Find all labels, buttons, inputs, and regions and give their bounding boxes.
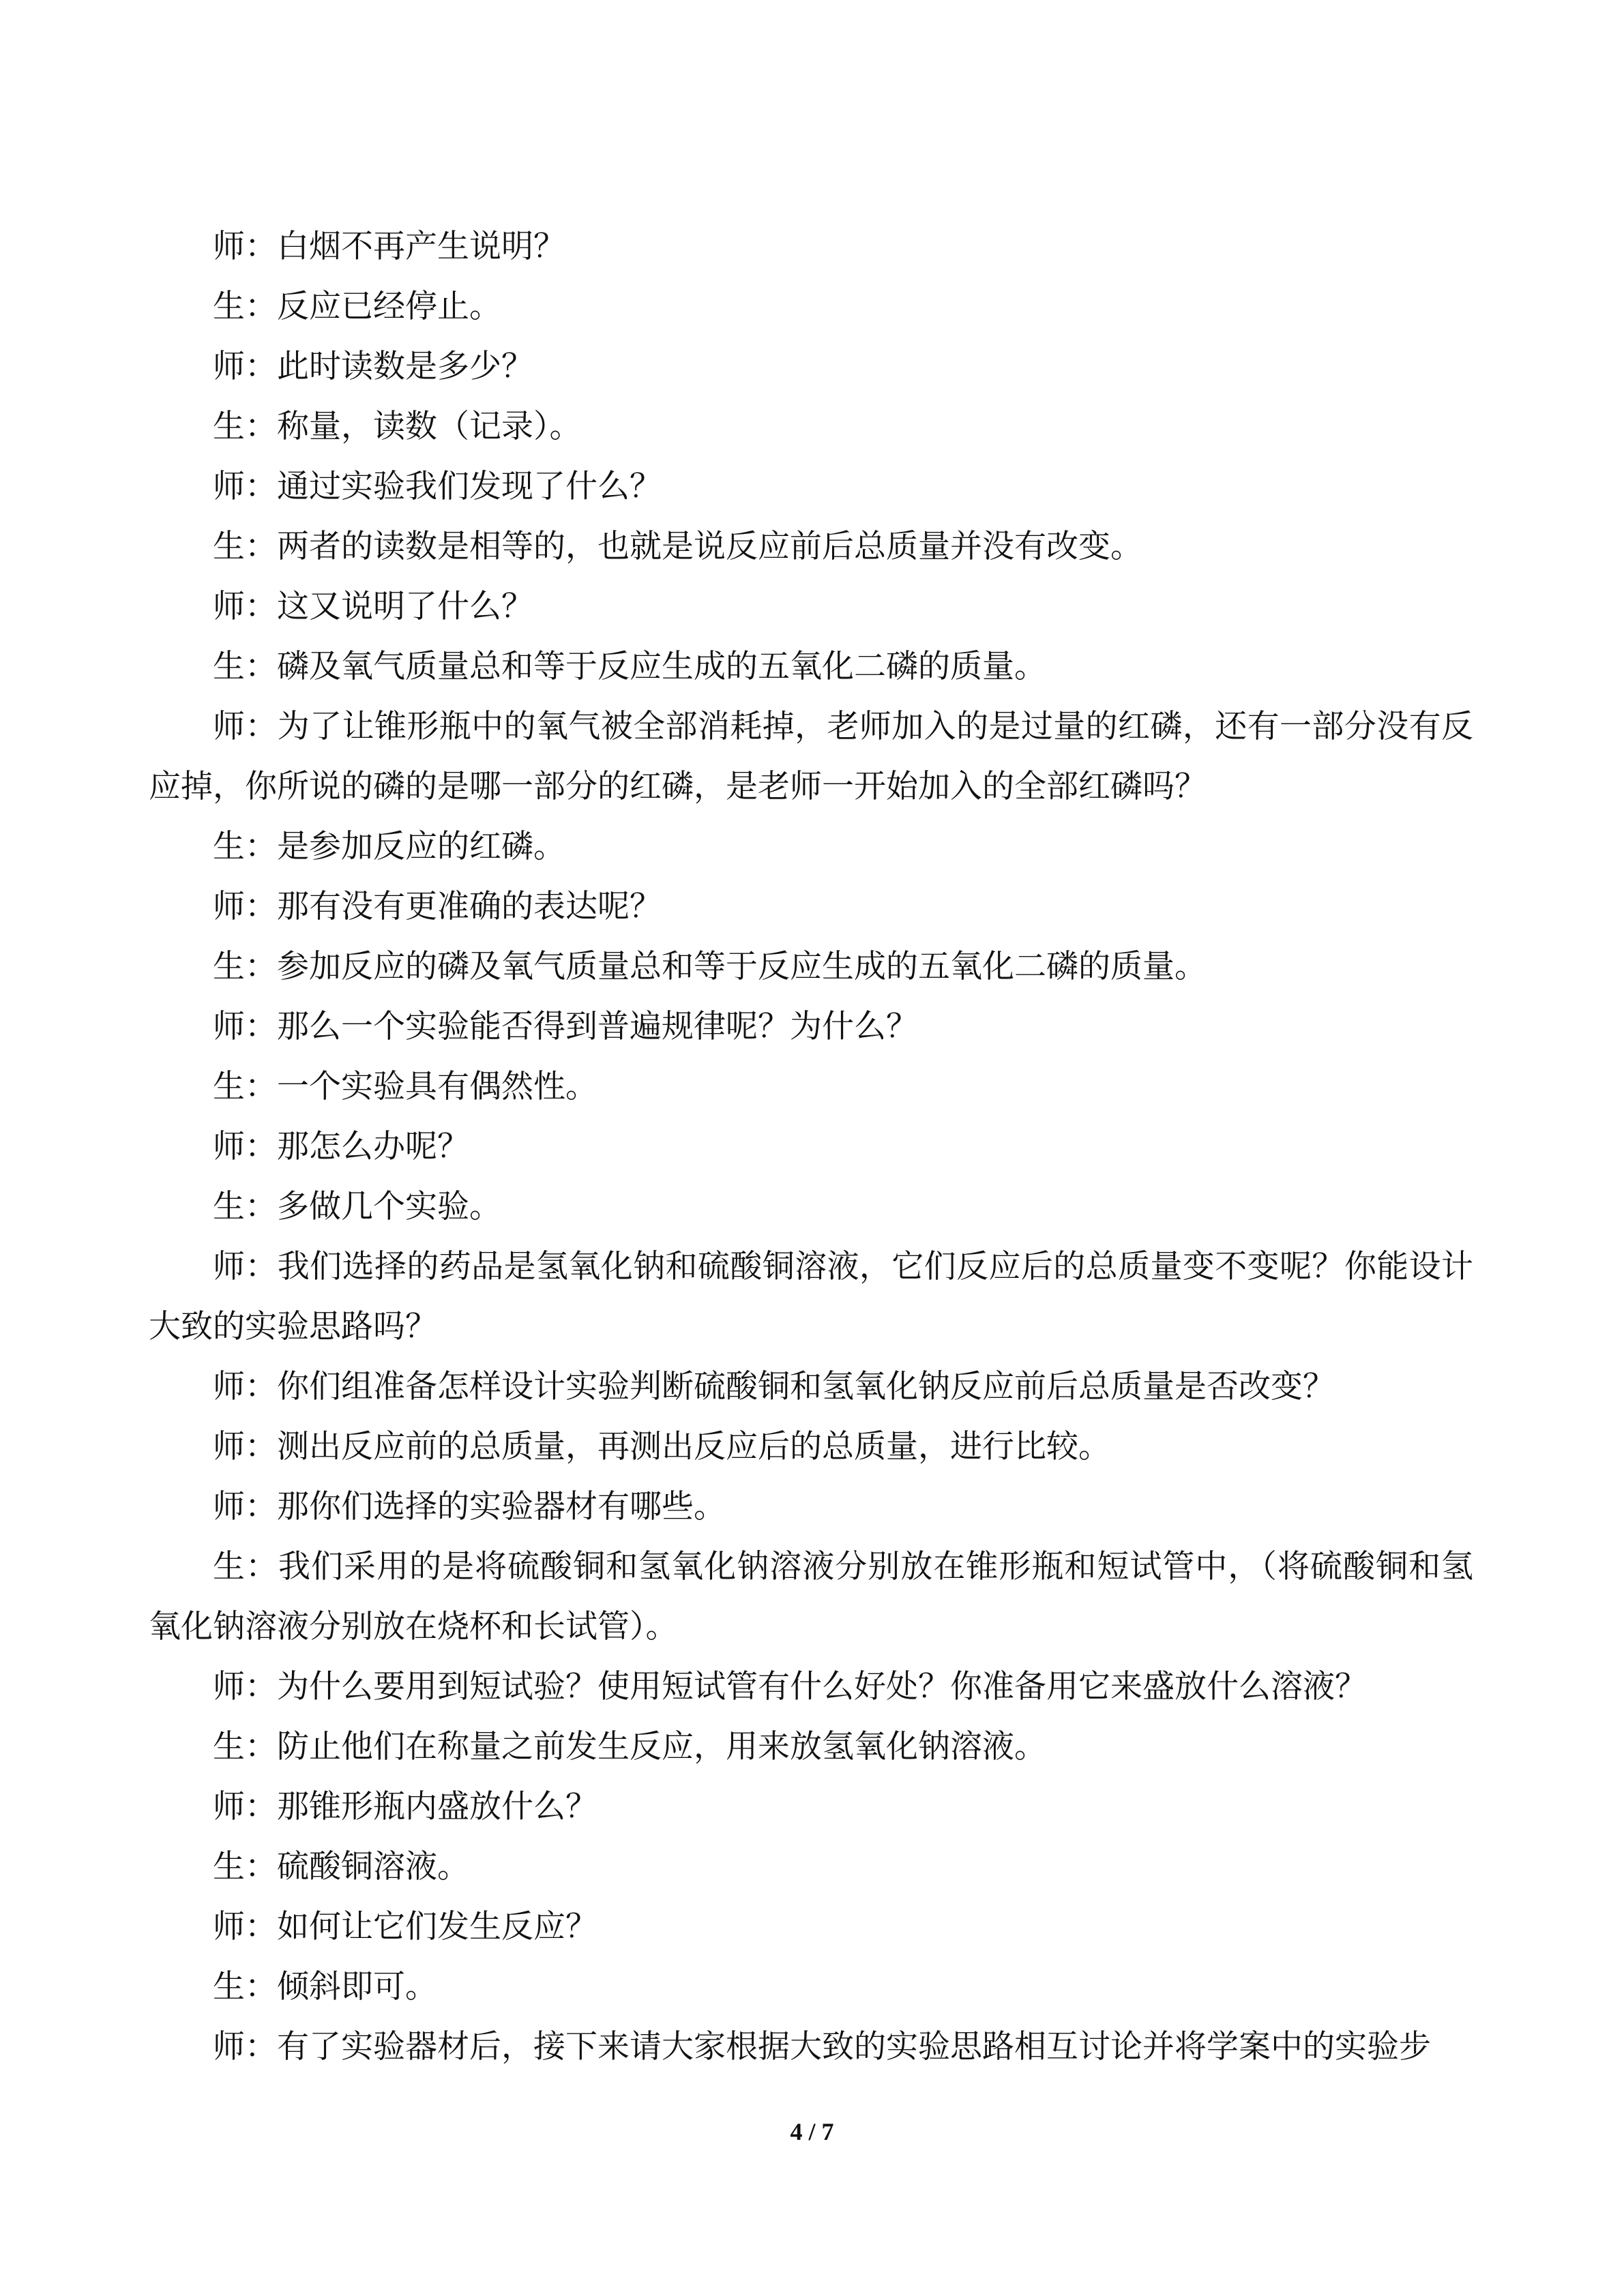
dialogue-line: 生：称量，读数（记录）。: [213, 408, 582, 445]
dialogue-line: 师：那你们选择的实验器材有哪些。: [213, 1488, 726, 1525]
page-number: 4 / 7: [790, 2118, 834, 2145]
dialogue-line: 师：你们组准备怎样设计实验判断硫酸铜和氢氧化钠反应前后总质量是否改变？: [213, 1368, 1335, 1405]
dialogue-line: 生：是参加反应的红磷。: [213, 828, 565, 865]
dialogue-line: 师：测出反应前的总质量，再测出反应后的总质量，进行比较。: [213, 1428, 1110, 1465]
dialogue-line: 师：那么一个实验能否得到普遍规律呢？为什么？: [213, 1008, 918, 1045]
dialogue-line: 师：为什么要用到短试验？使用短试管有什么好处？你准备用它来盛放什么溶液？: [213, 1668, 1367, 1705]
dialogue-line: 生：反应已经停止。: [213, 288, 501, 325]
dialogue-line: 师：那有没有更准确的表达呢？: [213, 888, 662, 925]
dialogue-line: 师：白烟不再产生说明？: [213, 228, 565, 265]
dialogue-line: 师：有了实验器材后，接下来请大家根据大致的实验思路相互讨论并将学案中的实验步: [213, 2028, 1431, 2066]
dialogue-line: 生：我们采用的是将硫酸铜和氢氧化钠溶液分别放在锥形瓶和短试管中，（将硫酸铜和氢氧化钠溶液分别放在烧杯和长试管）。: [149, 1548, 1473, 1645]
dialogue-line: 师：通过实验我们发现了什么？: [213, 468, 662, 505]
dialogue-line: 师：此时读数是多少？: [213, 348, 533, 385]
dialogue-line: 生：倾斜即可。: [213, 1968, 437, 2006]
dialogue-line: 生：硫酸铜溶液。: [213, 1848, 469, 1885]
dialogue-line: 生：参加反应的磷及氧气质量总和等于反应生成的五氧化二磷的质量。: [213, 948, 1207, 985]
dialogue-line: 生：多做几个实验。: [213, 1188, 501, 1225]
dialogue-line: 师：为了让锥形瓶中的氧气被全部消耗掉，老师加入的是过量的红磷，还有一部分没有反应掉，你所说的磷的是哪一部分的红磷，是老师一开始加入的全部红磷吗？: [149, 708, 1473, 805]
dialogue-line: 生：两者的读数是相等的，也就是说反应前后总质量并没有改变。: [213, 528, 1142, 565]
dialogue-line: 师：那锥形瓶内盛放什么？: [213, 1788, 597, 1825]
dialogue-line: 生：磷及氧气质量总和等于反应生成的五氧化二磷的质量。: [213, 648, 1046, 685]
dialogue-line: 师：我们选择的药品是氢氧化钠和硫酸铜溶液，它们反应后的总质量变不变呢？你能设计大致的实验思路吗？: [149, 1248, 1473, 1345]
dialogue-body: [149, 217, 1473, 2077]
dialogue-line: 师：这又说明了什么？: [213, 588, 533, 625]
dialogue-line: 师：如何让它们发生反应？: [213, 1908, 597, 1945]
dialogue-line: 生：一个实验具有偶然性。: [213, 1068, 597, 1105]
dialogue-line: 生：防止他们在称量之前发生反应，用来放氢氧化钠溶液。: [213, 1728, 1046, 1765]
dialogue-line: 师：那怎么办呢？: [213, 1128, 469, 1165]
